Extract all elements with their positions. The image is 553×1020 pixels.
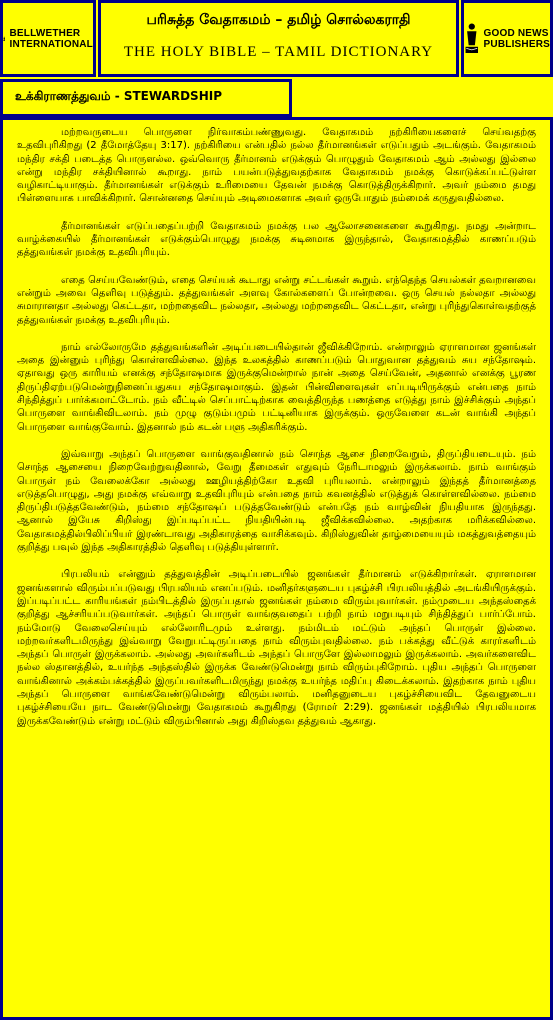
book-figure-icon [3, 17, 5, 61]
entry-heading [0, 79, 292, 117]
paragraph: தீர்மானங்கள் எடுப்பதைப்பற்றி வேதாகமம் நமக்கு பல ஆலோசனைகளை கூறுகிறது. நமது அன்றாட வாழ்க்கையில் தீர்மானங்கள் எடுக்கும்பொழுது நமக்கு சுடினமாக இருந்தால், வேதாகமத்தில் காணப்படும் தத்துவங்கள் நமக்கு உதவிபுரியும். [17, 220, 536, 259]
paragraph: எதை செய்யவேண்டும், எதை செய்யக் கூடாது என்று சட்டங்கள் கூறும். எந்தெந்த செயல்கள் தவறானவை என்றும் அவை தெளிவு படுத்தும். தத்துவங்கள் அளவு கோல்களைப் போன்றவை. ஒரு செயல் நல்லதா அல்லது சுமாரானதா அல்லது கெட்டதா, மற்றதைவிட நல்லதா, அல்லது மற்றதைவிட கெட்டதா, என்று புரிந்துகொள்வதற்குத் தத்துவங்கள் நமக்கு உதவிபுரியும். [17, 274, 536, 326]
logo-right-line2: PUBLISHERS [483, 38, 550, 50]
paragraph: பிரபலியம் என்னும் தத்துவத்தின் அடிப்படையில் ஜனங்கள் தீர்மானம் எடுக்கிறார்கள். ஏராளமான ஜனங்களால் விரும்பப்படுவது பிரபலியம் எனப்படும். மனிதர்களுடைய புகழ்ச்சி பிரபலியத்தில் அடங்கியிருக்கும். இப்படிப்பட்ட காரியங்கள் நம்பிடத்தில் இருப்பதால் ஜனங்கள் நம்மை விரும்புவார்கள். நம்முடைய அந்தஸ்தைக் குறித்து ஆச்சரியப்படுவார்கள். அந்தப் பொருள் வாங்குவதைப் பற்றி நாம் மறுபடியும் சிந்தித்துப் பார்ப்போம். நம்மோடு வேலைசெய்யும் எல்லோரிடமும் உள்ளது. நம்மிடம் மட்டும் அந்தப் பொருள் இல்லை. மற்றவர்களிடமிருந்து இவ்வாறு வேறுபட்டிருப்பதை நாம் விரும்புவதில்லை. நம் பக்கத்து வீட்டுக் காரர்களிடம் அந்தப் பொருள் இருக்கலாம். அல்லது அவர்களிடம் அந்தப் பொருளே இல்லாமலும் இருக்கலாம். அவர்களைவிட நல்ல ஸ்தானத்தில், உயர்ந்த அந்தஸ்தில் இருக்க வேண்டுமென்று நாம் விரும்புகிறோம். புதிய அந்தப் பொருளை வாங்கினால் அக்கம்பக்கத்தில் இருப்பவர்களிடமிருந்து நமக்கு உயர்ந்த மதிப்பு கிடைக்கலாம். இதற்காக நாம் புதிய அந்தப் பொருளை வாங்கவேண்டுமென்று விரும்பலாம். மனிதனுடைய புகழ்ச்சியைவிட தேவனுடைய புகழ்ச்சியையே நாட வேண்டுமென்று வேதாகமம் கூறுகிறது (ரோமர் 2:29). ஜனங்கள் மத்தியில் பிரபலியமாக இருக்கவேண்டும் என்று மட்டும் விரும்பினால் அது கிறிஸ்தவ தத்துவம் ஆகாது. [17, 569, 536, 727]
logo-left-line2: INTERNATIONAL [9, 38, 93, 50]
publisher-logo-left [0, 0, 96, 77]
paragraph: மற்றவருடைய பொருளை நிர்வாகம்பண்ணுவது. வேதாகமம் நற்கிரியைகளைச் செய்வதற்கு உதவிபுரிகிறது (2 தீமோத்தேயு 3:17). நற்கிரியை என்பதில் நல்ல தீர்மானங்கள் எடுப்பதும் அடங்கும். வேதாகமம் மந்திர சக்தி படைத்த பொருளல்ல. ஒவ்வொரு தீர்மானம் எடுக்கும் பொழுதும் வேதாகமம் ஆம் அல்லது இல்லை என்று மந்திர சக்தியினால் கூறாது. நாம் பயன்படுத்துவதற்காக வேதாகமம் நமக்கு கொடுக்கப்பட்டுள்ள வழிகாட்டியாகும். தீர்மானங்கள் எடுக்கும் உரிமையை தேவன் நமக்கு கொடுத்திருக்கிறார். அவர் நம்மை தமது பிள்ளையாக பாவிக்கிறார். சொன்னதை செய்யும் அடிமைகளாக அவர் ஒருபோதும் நம்மைக் கருதுவதில்லை. [17, 127, 536, 205]
dictionary-header [98, 0, 459, 77]
tamil-title: பரிசுத்த வேதாகமம் – தமிழ் சொல்லகராதி [146, 12, 411, 28]
paragraph: இவ்வாறு அந்தப் பொருளை வாங்குவதினால் நம் சொந்த ஆசை நிறைவேறும், திருப்தியடையும். நம் சொந்த ஆசையை நிறைவேற்றுவதினால், வேறு தீமைகள் எதுவும் நேரிடாமலும் இருக்கலாம். நாம் வாங்கும் பொருள் நம் வேலைக்கோ அல்லது ஊழியத்திற்கோ உதவி புரியலாம். என்றாலும் இந்தத் தீர்மானத்தை எடுத்தபொழுது, அது நமக்கு எவ்வாறு உதவிபுரியும் என்பதை நாம் கவனத்தில் எடுத்துக் கொள்ளவில்லை. நம்மை திருப்திபடுத்தவேண்டும், நம்மை சந்தோஷப் படுத்தவேண்டும் என்பதே நம் வாழ்வின் நியதியாக இருந்தது. ஆனால் இயேசு கிறிஸ்து இப்படிப்பட்ட நியதியின்படி ஜீவிக்கவில்லை. அதற்காக மரிக்கவில்லை. வேதாகமத்தில்பிலிப்பியர் இரண்டாவது அதிகாரத்தை வாசிக்கவும். கிறிஸ்துவின் தாழ்மையையும் மகத்துவத்தையும் குறித்து பவுல் இந்த அதிகாரத்தில் தெளிவு படுத்தியுள்ளார். [17, 448, 536, 554]
entry-english-word: - STEWARDSHIP [114, 89, 223, 103]
english-title: THE HOLY BIBLE – TAMIL DICTIONARY [123, 44, 434, 60]
entry-tamil-word: உக்கிராணத்துவம் [15, 89, 111, 103]
logo-left-line1: BELLWETHER [9, 27, 81, 39]
publisher-logo-right [461, 0, 553, 77]
entry-body [0, 117, 553, 1020]
paragraph: நாம் எல்லோருமே தத்துவங்களின் அடிப்படையில்தான் ஜீவிக்கிறோம். என்றாலும் ஏராளமான ஜனங்கள் அதை இன்னும் புரிந்து கொள்ளவில்லை. இந்த உலகத்தில் காணப்படும் பொதுவான தத்துவம் சுய சந்தோஷம். ஏதாவது ஒரு காரியம் எனக்கு சந்தோஷமாக இருக்குமென்றால் நான் அதை செய்வேன், அதனால் எனக்கு பூரண திருப்திஏற்படுமென்றுநினைப்பதுசுய சந்தோஷமாகும். இதன் பின்விளைவுகள் எப்படியிருக்கும் என்பதை நாம் சிந்தித்துப் பார்க்கமாட்டோம். நம் வீட்டில் செப்பாட்டிற்காக வைத்திருந்த பணத்தை எடுத்து நாம் இச்சிக்கும் அந்தப் பொருளை வாங்கிவிடலாம். நம் முழு குடும்பமும் பட்டினியாக இருக்கும். ஒருவேளை கடன் வாங்கி அந்தப் பொருளை வாங்குவோம். இதனால் நம் கடன் பளு அதிகரிக்கும். [17, 341, 536, 433]
logo-right-line1: GOOD NEWS [483, 27, 549, 39]
book-figure-icon [464, 17, 480, 61]
